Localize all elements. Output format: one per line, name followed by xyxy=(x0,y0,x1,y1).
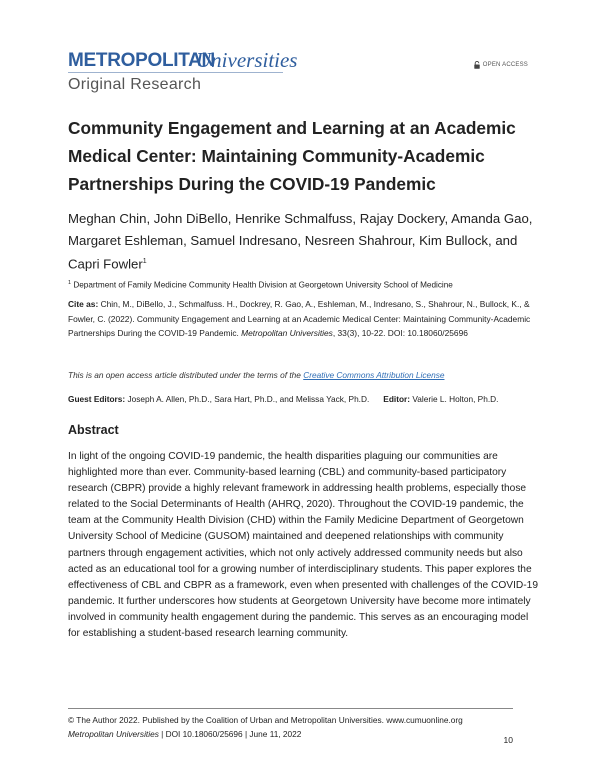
oa-note-text: This is an open access article distributed under the terms of the xyxy=(68,370,301,380)
author-affiliation-marker: 1 xyxy=(142,258,147,265)
affiliation-marker: 1 xyxy=(68,280,72,286)
section-label: Original Research xyxy=(68,76,202,93)
affiliation-text: Department of Family Medicine Community Health Division at Georgetown University School of Medicine xyxy=(73,280,453,290)
footer-citation xyxy=(68,728,508,740)
authors-text: Meghan Chin, John DiBello, Henrike Schmalfuss, Rajay Dockery, Amanda Gao, Margaret Eshleman, Samuel Indresano, Nesreen Shahrour, Kim Bullock, and Capri Fowler xyxy=(68,211,533,272)
affiliation xyxy=(68,277,538,292)
open-access-note xyxy=(68,369,538,381)
editor-name: Valerie L. Holton, Ph.D. xyxy=(412,394,499,404)
editor-label: Editor: xyxy=(383,394,411,404)
abstract-body: In light of the ongoing COVID-19 pandemic, the health disparities plaguing our communities are highlighted more than ever. Community-based learning (CBL) and community-based participatory research (CBPR) provide a highly relevant framework in addressing health problems, especially those related to the Social Determinants of Health (AHRQ, 2020). Throughout the COVID-19 pandemic, the team at the Community Health Division (CHD) within the Family Medicine Department of Georgetown University School of Medicine (GUSOM) maintained and deepened relationships with community partners through engagement activities, which not only actively addressed community needs but also acted as an educational tool for a growing number of interdisciplinary students. This paper explores the effectiveness of CBL and CBPR as a framework, even when presented with challenges of the COVID-19 pandemic. It further underscores how students at Georgetown University have become more intimately involved in community health engagement during the pandemic. This serves as an encouraging model for establishing a student-based research learning community. xyxy=(68,451,539,640)
guest-editors: Joseph A. Allen, Ph.D., Sara Hart, Ph.D., and Melissa Yack, Ph.D. xyxy=(127,394,370,404)
footer-copyright: © The Author 2022. Published by the Coalition of Urban and Metropolitan Universities. www.cumuonline.org xyxy=(68,715,463,725)
footer-journal: Metropolitan Universities xyxy=(68,729,159,739)
journal-name-bold: METROPOLITAN xyxy=(68,50,215,71)
cite-text: Chin, M., DiBello, J., Schmalfuss. H., Dockrey, R. Gao, A., Eshleman, M., Indresano, S., Shahrour, N., Bullock, K., & Fowler, C. (2022). Community Engagement and Learning at an Academic Medical Center: Maintaining Community-Academic Partnerships During the COVID-19 Pandemic. xyxy=(68,299,531,338)
footer-rule xyxy=(68,708,513,709)
padlock-icon xyxy=(474,61,480,69)
open-access-badge xyxy=(474,61,528,69)
masthead-rule xyxy=(68,72,283,73)
cite-tail: , 33(3), 10-22. DOI: 10.18060/25696 xyxy=(332,328,468,338)
cite-label: Cite as: xyxy=(68,299,99,309)
open-access-label: OPEN ACCESS xyxy=(482,62,528,68)
footer-doi: | DOI 10.18060/25696 | June 11, 2022 xyxy=(158,729,302,739)
page-number: 10 xyxy=(503,735,513,745)
author-list xyxy=(68,208,538,275)
editors-line xyxy=(68,393,548,405)
citation xyxy=(68,297,538,341)
article-title: Community Engagement and Learning at an Academic Medical Center: Maintaining Community-Academic Partnerships During the COVID-19 Pandemic xyxy=(68,118,516,194)
guest-editors-label: Guest Editors: xyxy=(68,394,126,404)
license-link[interactable]: Creative Commons Attribution License xyxy=(303,370,445,380)
journal-name-italic: Universities xyxy=(196,48,298,72)
journal-masthead xyxy=(68,50,528,72)
abstract-heading: Abstract xyxy=(68,423,119,437)
cite-journal: Metropolitan Universities xyxy=(241,328,333,338)
